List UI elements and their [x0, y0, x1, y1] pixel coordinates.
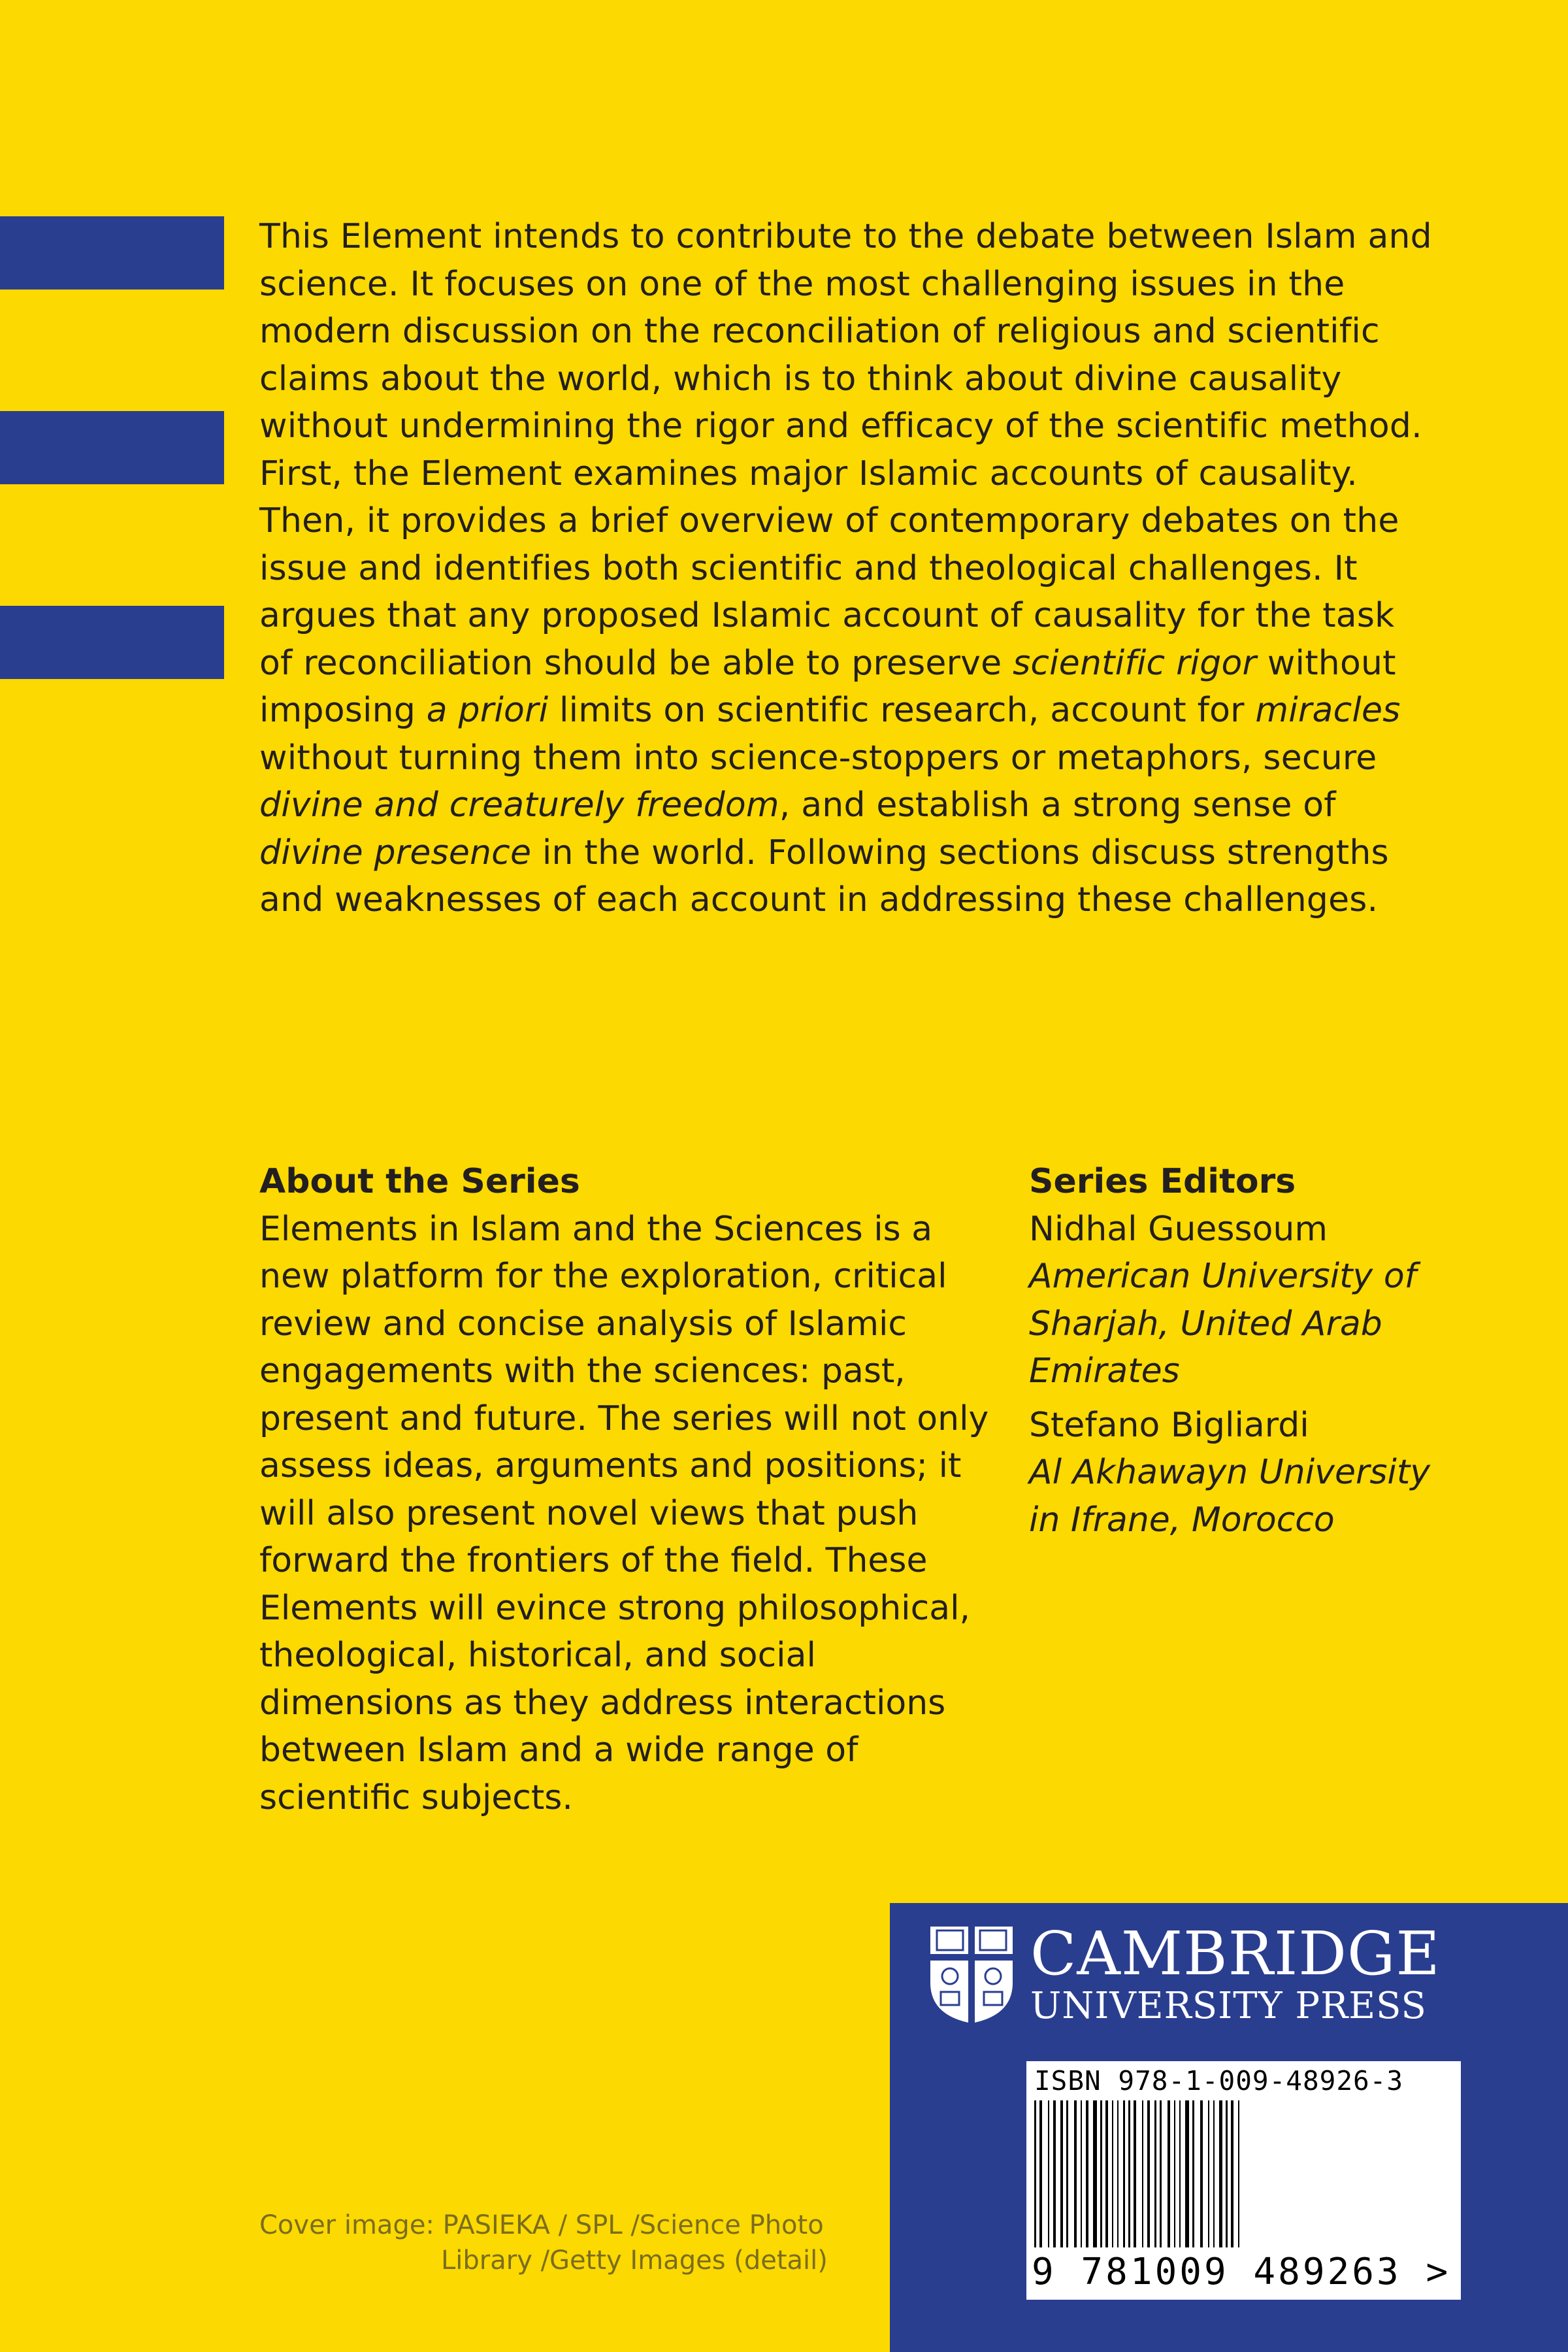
publisher-name-line-2: UNIVERSITY PRESS	[1030, 1985, 1427, 2027]
description-emphasis: divine and creaturely freedom	[259, 786, 779, 825]
credit-line-1: Cover image: PASIEKA / SPL /Science Photo	[259, 2210, 824, 2240]
isbn-barcode	[1026, 2061, 1461, 2300]
barcode-bar	[1174, 2100, 1175, 2247]
barcode-bar	[1128, 2100, 1130, 2247]
isbn-label: ISBN 978-1-009-48926-3	[1034, 2065, 1404, 2096]
barcode-bar	[1034, 2100, 1036, 2247]
barcode-bar	[1093, 2100, 1097, 2247]
description-segment: without turning them into science-stoppers or metaphors, secure	[259, 738, 1377, 778]
barcode-bar	[1123, 2100, 1125, 2247]
description-segment: limits on scientific research, account for	[548, 691, 1256, 730]
description-emphasis: miracles	[1255, 691, 1401, 730]
editor-affiliation: American University of Sharjah, United Arab Emirates	[1029, 1257, 1416, 1391]
barcode-bar	[1238, 2100, 1239, 2247]
description-segment: , and establish a strong sense of	[779, 786, 1336, 825]
barcode-bar	[1160, 2100, 1162, 2247]
barcode-bar	[1147, 2100, 1150, 2247]
barcode-bar	[1048, 2100, 1049, 2247]
description-segment: This Element intends to contribute to the debate between Islam and science. It focuses on one of the most challenging issues in the modern discussion on the reconciliation of religious and scientific claims about the world, which is to think about divine causality without undermining the rigor and efficacy of the scientific method. First, the Element examines major Islamic accounts of causality. Then, it provides a brief overview of contemporary debates on the issue and identifies both scientific and theological challenges. It argues that any proposed Islamic account of causality for the task of reconciliation should be able to preserve	[259, 217, 1432, 683]
barcode-bar	[1231, 2100, 1233, 2247]
publisher-name-line-1: CAMBRIDGE	[1030, 1919, 1441, 1989]
about-series-heading: About the Series	[259, 1162, 580, 1201]
editor-name: Nidhal Guessoum	[1029, 1209, 1328, 1249]
barcode-bar	[1179, 2100, 1181, 2247]
about-series-section	[259, 1158, 1004, 1821]
decorative-bar-middle	[0, 411, 224, 484]
barcode-bar	[1134, 2100, 1136, 2247]
barcode-bar	[1074, 2100, 1077, 2247]
barcode-bar	[1060, 2100, 1063, 2247]
barcode-bar	[1213, 2100, 1215, 2247]
book-description	[259, 213, 1435, 924]
description-segment: in the world. Following sections discuss strengths and weaknesses of each account in addressing these challenges.	[259, 833, 1389, 919]
description-emphasis: scientific rigor	[1013, 643, 1257, 683]
barcode-bar	[1219, 2100, 1222, 2247]
barcode-bar	[1081, 2100, 1082, 2247]
barcode-bar	[1168, 2100, 1170, 2247]
series-editors-heading: Series Editors	[1029, 1162, 1296, 1201]
barcode-bar	[1200, 2100, 1203, 2247]
publisher-name	[1030, 1921, 1441, 2026]
barcode-bar	[1112, 2100, 1113, 2247]
description-emphasis: divine presence	[259, 833, 532, 872]
barcode-digits: 9 781009 489263 >	[1032, 2251, 1451, 2293]
description-segment: without imposing	[259, 643, 1396, 730]
barcode-bar	[1117, 2100, 1119, 2247]
barcode-bars	[1033, 2100, 1454, 2251]
barcode-bar	[1105, 2100, 1108, 2247]
barcode-bar	[1185, 2100, 1189, 2247]
barcode-bar	[1053, 2100, 1056, 2247]
barcode-bar	[1086, 2100, 1088, 2247]
editor-entry	[1029, 1206, 1447, 1395]
barcode-bar	[1142, 2100, 1143, 2247]
about-series-body: Elements in Islam and the Sciences is a new platform for the exploration, critical review and concise analysis of Islamic engagements with the sciences: past, present and future. The series will not only assess ideas, arguments and positions; it will also present novel views that push forward the frontiers of the field. These Elements will evince strong philosophical, theological, historical, and social dimensions as they address interactions between Islam and a wide range of scientific subjects.	[259, 1209, 989, 1817]
barcode-bar	[1208, 2100, 1209, 2247]
editor-name: Stefano Bigliardi	[1029, 1405, 1309, 1445]
barcode-bar	[1100, 2100, 1102, 2247]
editor-entry	[1029, 1402, 1447, 1544]
cover-image-credit	[259, 2208, 847, 2278]
decorative-bar-top	[0, 216, 224, 290]
cambridge-crest-icon	[928, 1924, 1015, 2027]
editor-affiliation: Al Akhawayn University in Ifrane, Morocco	[1029, 1453, 1431, 1540]
series-editors-section	[1029, 1158, 1447, 1550]
barcode-bar	[1192, 2100, 1194, 2247]
decorative-bar-bottom	[0, 606, 224, 679]
barcode-bar	[1154, 2100, 1156, 2247]
publisher-panel	[890, 1903, 1568, 2352]
barcode-bar	[1039, 2100, 1042, 2247]
barcode-bar	[1066, 2100, 1068, 2247]
credit-line-2: Library /Getty Images (detail)	[441, 2245, 828, 2276]
barcode-bar	[1226, 2100, 1228, 2247]
description-text	[259, 213, 1435, 924]
description-emphasis: a priori	[426, 691, 549, 730]
